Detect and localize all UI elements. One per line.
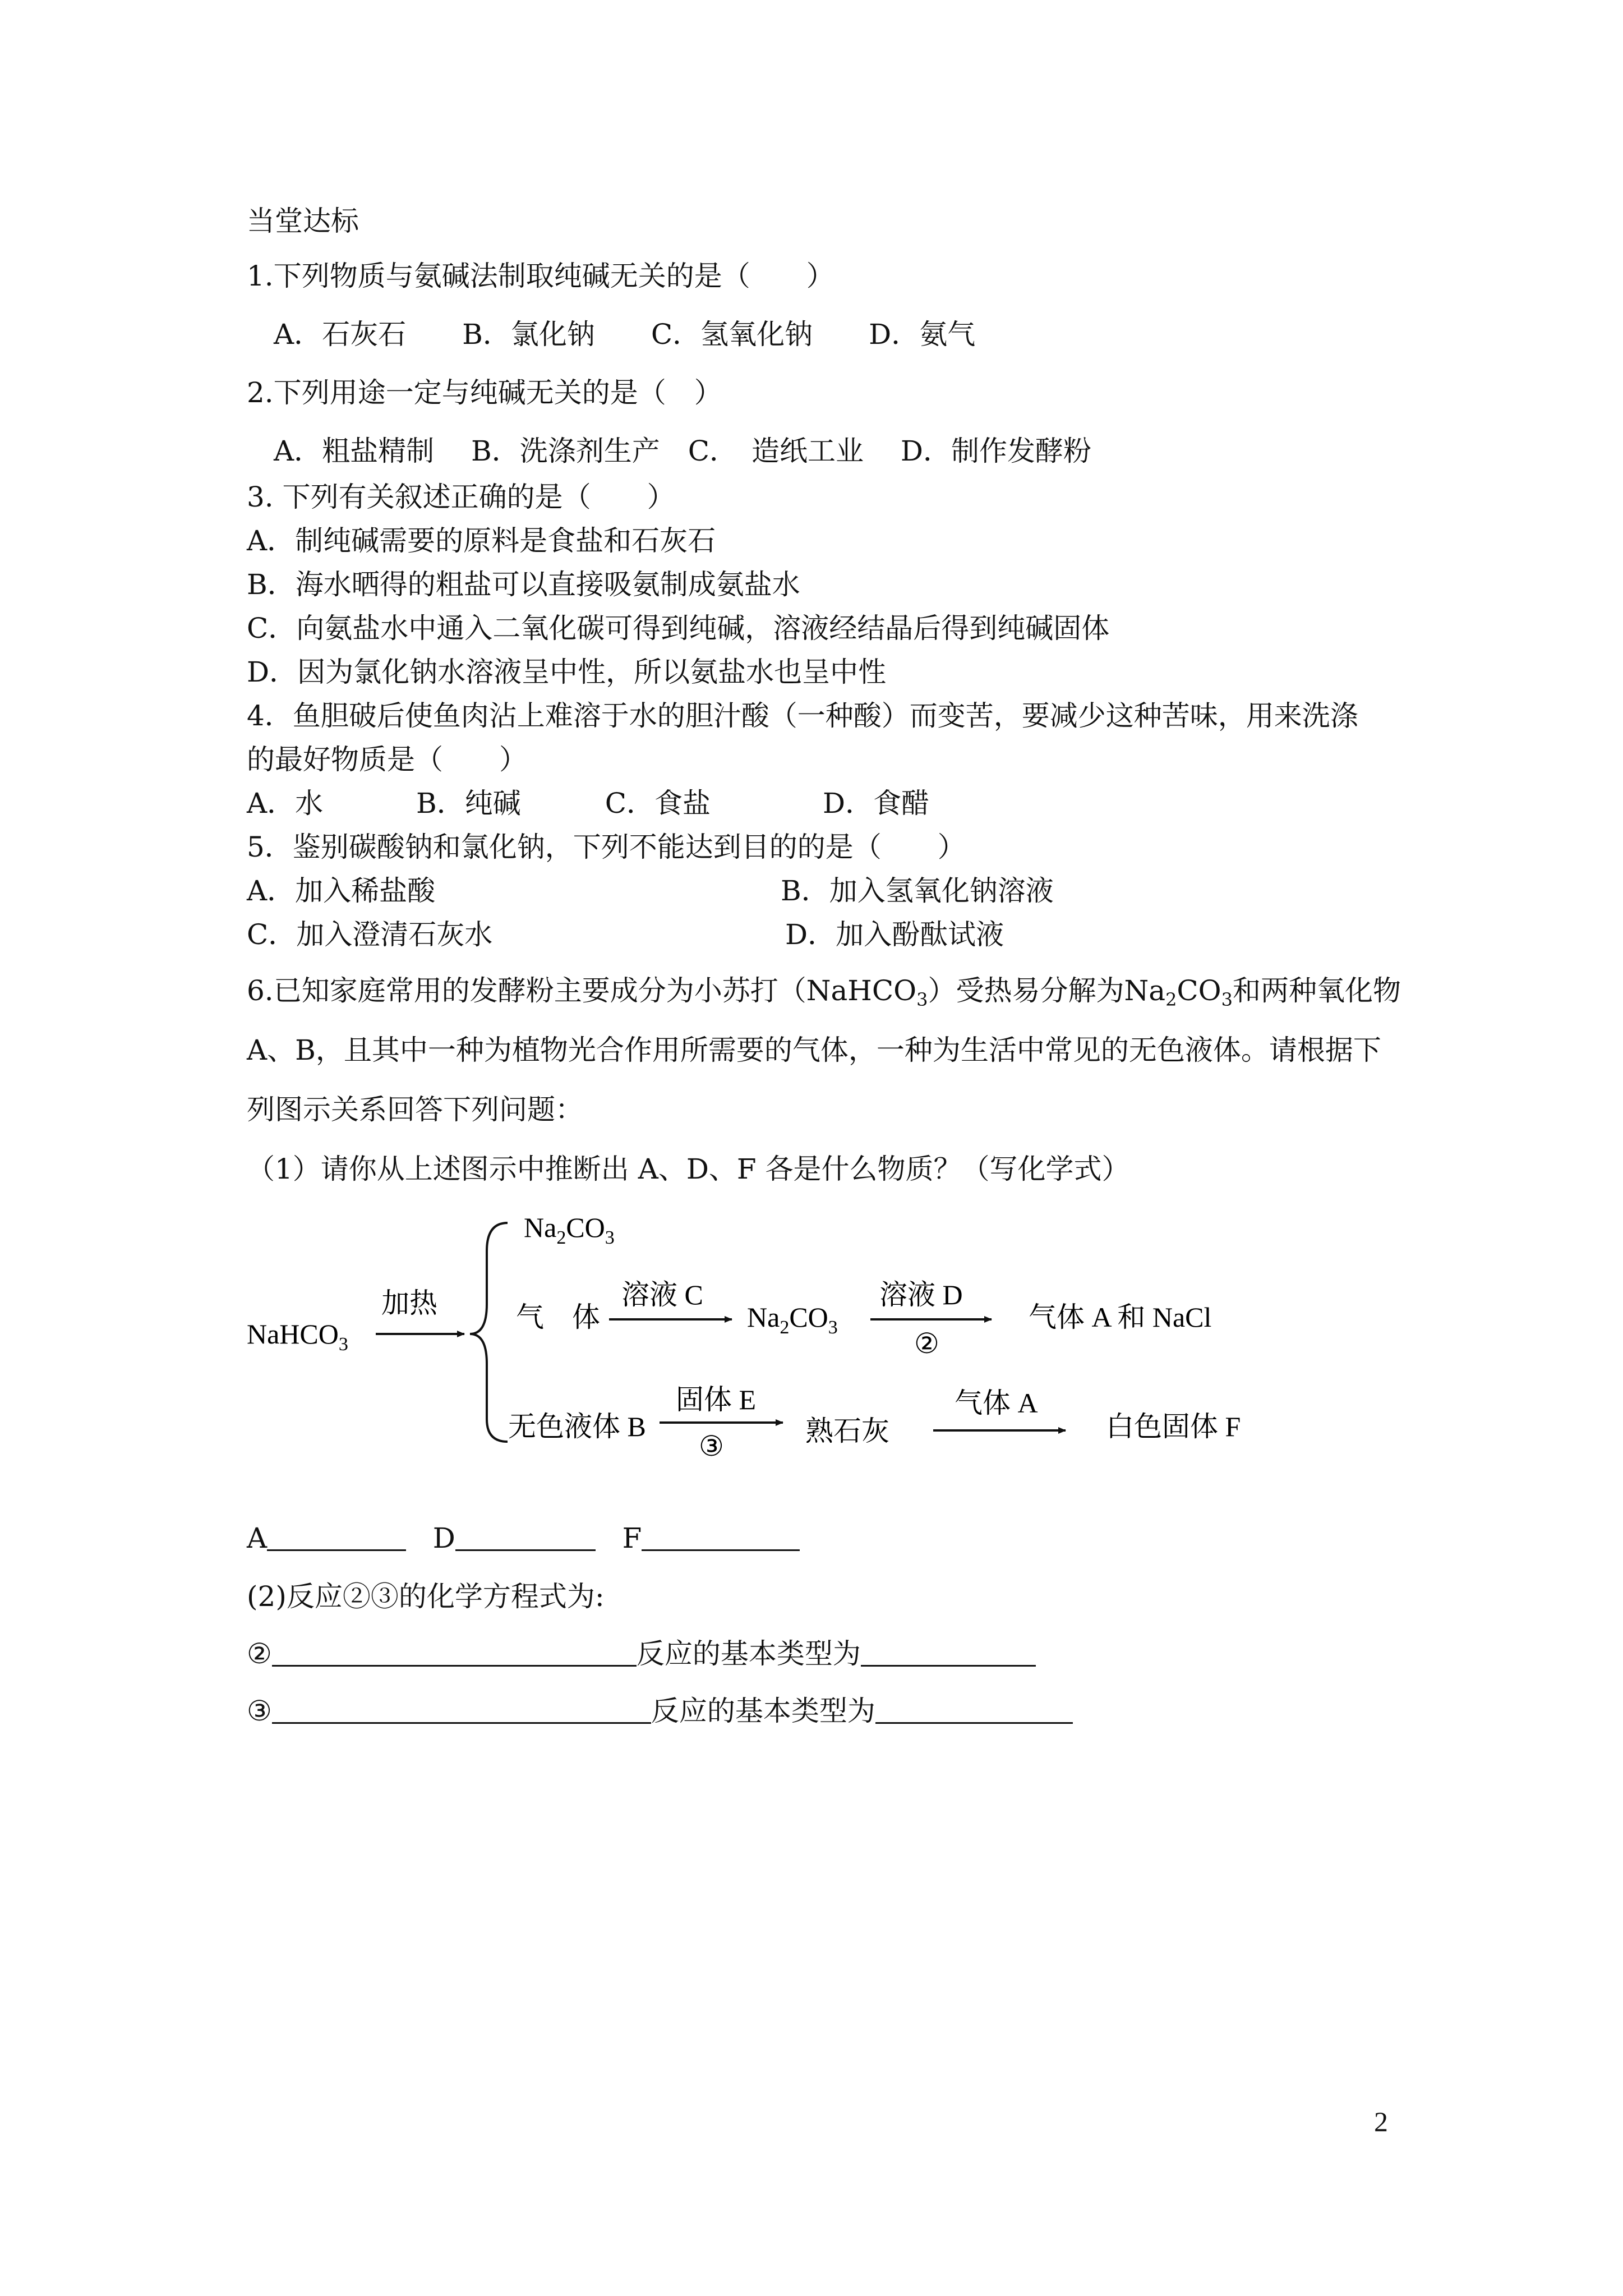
q5-option-c: C．加入澄清石灰水	[247, 918, 493, 951]
q2-stem: 2.下列用途一定与纯碱无关的是（ ）	[247, 376, 722, 409]
heat-label: 加热	[381, 1287, 437, 1319]
q4-stem-line1: 4．鱼胆破后使鱼肉沾上难溶于水的胆汁酸（一种酸）而变苦，要减少这种苦味，用来洗涤	[247, 700, 1358, 732]
na2co3-formula: $Na_2CO_3$	[1124, 974, 1233, 1010]
q5-option-d: D．加入酚酞试液	[785, 918, 1004, 951]
q6-line1-pre: 6.已知家庭常用的发酵粉主要成分为小苏打（	[247, 974, 806, 1007]
reaction-type-label-2: 反应的基本类型为	[636, 1637, 861, 1670]
answer-d-label: D	[432, 1522, 455, 1554]
equation-3-row	[247, 1694, 1073, 1728]
reaction-3-marker: ③	[699, 1430, 724, 1462]
answer-a-label: A	[247, 1522, 268, 1554]
answer-d-blank[interactable]	[455, 1525, 596, 1551]
solid-e-label: 固体 E	[676, 1384, 757, 1415]
diagram-nahco3: NaHCO$_3$	[247, 1318, 348, 1355]
answer-blanks-adf	[247, 1521, 800, 1555]
q5-stem: 5．鉴别碳酸钠和氯化钠，下列不能达到目的的是（ ）	[247, 831, 966, 863]
solution-c-label: 溶液 C	[621, 1279, 703, 1310]
q6-sub1: （1）请你从上述图示中推断出 A、D、F 各是什么物质？（写化学式）	[247, 1153, 1130, 1185]
q3-option-b: B．海水晒得的粗盐可以直接吸氨制成氨盐水	[247, 568, 800, 601]
reaction-type-label-3: 反应的基本类型为	[651, 1695, 875, 1727]
nahco3-formula: NaHCO$_3$	[806, 974, 928, 1010]
q5-option-b: B．加入氢氧化钠溶液	[781, 875, 1054, 907]
answer-f-blank[interactable]	[642, 1525, 800, 1551]
page-number: 2	[1374, 2106, 1388, 2137]
section-title: 当堂达标	[247, 205, 359, 237]
solution-d-label: 溶液 D	[879, 1279, 963, 1310]
q6-line1	[247, 974, 1401, 1010]
q5-option-a: A．加入稀盐酸	[247, 875, 436, 907]
reaction-2-marker: ②	[914, 1328, 939, 1359]
q3-option-d: D．因为氯化钠水溶液呈中性，所以氨盐水也呈中性	[247, 656, 887, 688]
q6-line1-post: 和两种氧化物	[1233, 974, 1401, 1007]
gas-a-label: 气体 A	[955, 1387, 1038, 1419]
q3-stem: 3. 下列有关叙述正确的是（ ）	[247, 481, 675, 513]
q4-stem-line2: 的最好物质是（ ）	[247, 743, 527, 776]
diagram-gas: 气 体	[516, 1301, 600, 1333]
reaction-diagram	[0, 1200, 1623, 1470]
branch-brace	[470, 1223, 508, 1442]
equation-3-blank[interactable]	[272, 1697, 651, 1724]
q1-options: A．石灰石 B．氯化钠 C．氢氧化钠 D．氨气	[274, 318, 976, 351]
diagram-na2co3-top: $Na_2CO_3$	[524, 1212, 615, 1248]
q4-options: A．水 B．纯碱 C．食盐 D．食醋	[247, 787, 930, 820]
answer-a-blank[interactable]	[267, 1525, 406, 1551]
equation-2-number: ②	[247, 1637, 272, 1670]
diagram-liquid-b: 无色液体 B	[508, 1411, 646, 1442]
equation-2-row	[247, 1637, 1036, 1671]
diagram-slaked-lime: 熟石灰	[805, 1415, 889, 1447]
diagram-white-solid-f: 白色固体 F	[1106, 1411, 1241, 1442]
diagram-na2co3-mid: $Na_2CO_3$	[747, 1301, 838, 1338]
equation-2-blank[interactable]	[272, 1640, 637, 1667]
reaction-type-2-blank[interactable]	[861, 1640, 1036, 1667]
answer-f-label: F	[622, 1522, 642, 1554]
q3-option-c: C．向氨盐水中通入二氧化碳可得到纯碱，溶液经结晶后得到纯碱固体	[247, 612, 1110, 645]
q6-line2: A、B，且其中一种为植物光合作用所需要的气体，一种为生活中常见的无色液体。请根据下	[247, 1034, 1381, 1066]
q6-line3: 列图示关系回答下列问题：	[247, 1093, 583, 1126]
reaction-type-3-blank[interactable]	[875, 1697, 1073, 1724]
q1-stem: 1.下列物质与氨碱法制取纯碱无关的是（ ）	[247, 260, 834, 292]
q6-line1-mid: ）受热易分解为	[928, 974, 1124, 1007]
equation-3-number: ③	[247, 1695, 272, 1727]
q2-options: A．粗盐精制 B．洗涤剂生产 C． 造纸工业 D．制作发酵粉	[274, 435, 1091, 467]
q6-sub2: (2)反应②③的化学方程式为:	[247, 1580, 605, 1613]
diagram-gas-a-nacl: 气体 A 和 NaCl	[1029, 1301, 1212, 1333]
q3-option-a: A．制纯碱需要的原料是食盐和石灰石	[247, 524, 716, 557]
